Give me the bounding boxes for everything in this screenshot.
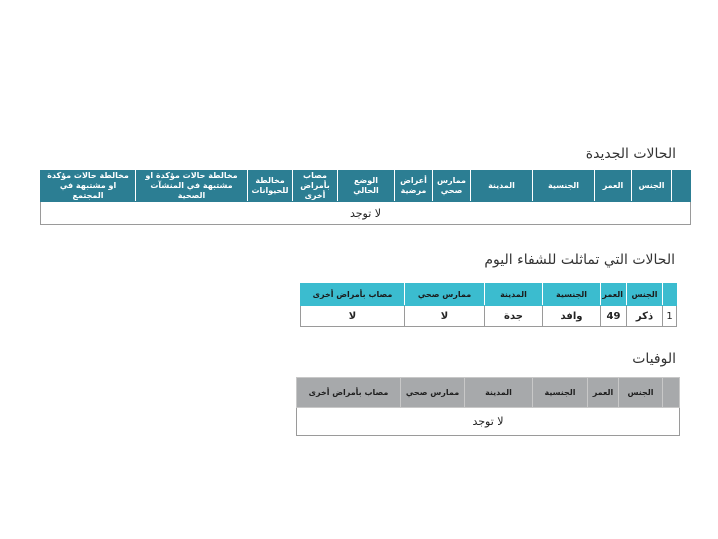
table-row [297,408,680,436]
deaths-title: الوفيات [632,351,676,367]
cell-age: 49 [601,306,627,327]
column-header [672,171,691,202]
column-header-facility-contact: مخالطة حالات مؤكدة او مشتبهة في المنشآت الصحية [136,171,248,202]
row-number: 1 [663,306,677,327]
column-header-community-contact: مخالطة حالات مؤكدة او مشتبهة في المجتمع [41,171,136,202]
column-header-age: العمر [595,171,632,202]
column-header-other-diseases: مصاب بأمراض أخرى [297,378,401,408]
table-row [41,202,691,225]
new-cases-table [40,170,691,225]
column-header-nationality: الجنسية [533,378,588,408]
table-header-row [297,378,680,408]
column-header-animal-contact: مخالطة للحيوانات [248,171,293,202]
cell-health-worker: لا [405,306,485,327]
column-header-other-diseases: مصاب بأمراض أخرى [301,284,405,306]
column-header-health-worker: ممارس صحي [433,171,471,202]
column-header-gender: الجنس [627,284,663,306]
table-header-row [41,171,691,202]
column-header-nationality: الجنسية [543,284,601,306]
cell-other-diseases: لا [301,306,405,327]
cell-nationality: وافد [543,306,601,327]
recovered-today-title: الحالات التي تماثلت للشفاء اليوم [484,252,675,268]
column-header-city: المدينة [485,284,543,306]
column-header [663,284,677,306]
column-header-city: المدينة [465,378,533,408]
column-header-other-diseases: مصاب بأمراض أخرى [293,171,338,202]
column-header-age: العمر [588,378,619,408]
empty-message: لا توجد [41,202,691,225]
cell-gender: ذكر [627,306,663,327]
column-header-gender: الجنس [632,171,672,202]
column-header-age: العمر [601,284,627,306]
column-header-nationality: الجنسية [533,171,595,202]
empty-message: لا توجد [297,408,680,436]
new-cases-title: الحالات الجديدة [585,146,676,162]
column-header-current-status: الوضع الحالي [338,171,395,202]
column-header-health-worker: ممارس صحي [401,378,465,408]
table-row [301,306,677,327]
column-header-symptoms: أعراض مرضية [395,171,433,202]
recovered-today-table [300,283,677,327]
deaths-table [296,377,680,436]
column-header [663,378,680,408]
column-header-gender: الجنس [619,378,663,408]
column-header-city: المدينة [471,171,533,202]
column-header-health-worker: ممارس صحي [405,284,485,306]
cell-city: جدة [485,306,543,327]
table-header-row [301,284,677,306]
